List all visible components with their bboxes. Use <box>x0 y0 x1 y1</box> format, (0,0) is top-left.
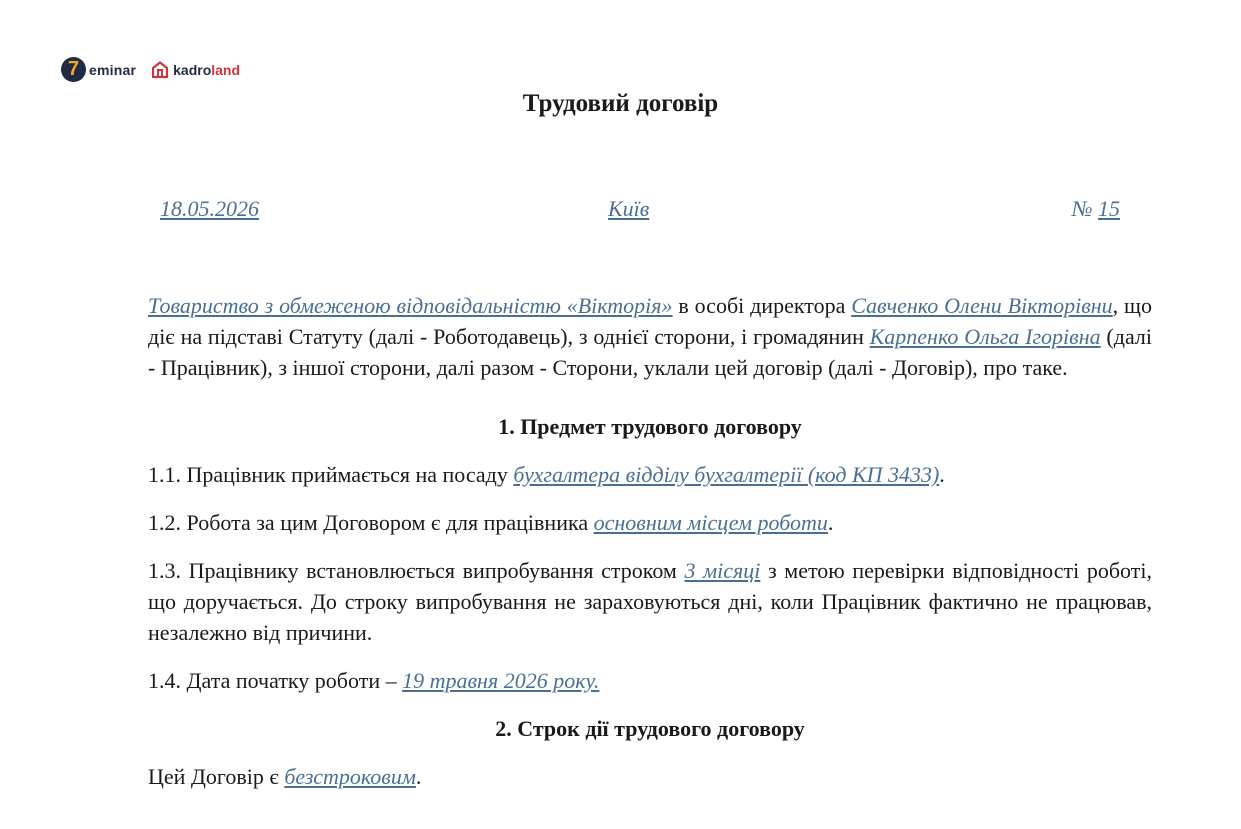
employee-name-field[interactable]: Карпенко Ольга Ігорівна <box>869 324 1101 349</box>
document-body <box>148 290 1152 809</box>
employer-name-field[interactable]: Товариство з обмеженою відповідальністю «Вікторія» <box>148 293 673 318</box>
clause-1-1 <box>148 459 1152 490</box>
land-text: land <box>211 61 241 78</box>
number-prefix: № <box>1071 196 1098 221</box>
clause-1-4 <box>148 665 1152 696</box>
kadroland-logo-text <box>173 62 240 78</box>
clause-1-1-text: 1.1. Працівник приймається на посаду <box>148 462 514 487</box>
seven-badge-icon: 7 <box>61 57 86 82</box>
clause-1-3-text: 1.3. Працівнику встановлюється випробування строком <box>148 558 685 583</box>
intro-text-2: , що діє на підставі Статуту (далі - Роботодавець), з однієї сторони, і громадянин <box>148 293 1152 349</box>
probation-period-field[interactable]: 3 місяці <box>684 558 761 583</box>
clause-1-1-end: . <box>939 462 945 487</box>
contract-term-field[interactable]: безстроковим <box>284 764 416 789</box>
seminar-logo-text: eminar <box>89 61 137 78</box>
position-field[interactable]: бухгалтера відділу бухгалтерії (код КП 3433) <box>513 462 940 487</box>
kadro-text: kadro <box>173 61 212 78</box>
contract-number <box>1072 196 1120 222</box>
section-1-heading: 1. Предмет трудового договору <box>498 414 802 439</box>
clause-1-2-text: 1.2. Робота за цим Договором є для працівника <box>148 510 594 535</box>
header-logos <box>61 57 240 82</box>
start-date-field[interactable]: 19 травня 2026 року. <box>402 668 600 693</box>
document-title: Трудовий договір <box>522 90 719 117</box>
contract-number-field[interactable]: 15 <box>1098 196 1120 221</box>
kadroland-logo[interactable] <box>150 60 240 80</box>
clause-1-2 <box>148 507 1152 538</box>
clause-1-3-rest: з метою перевірки відповідності роботі, що доручається. До строку випробування не зараховуються дні, коли Працівник фактично не працював, незалежно від причини. <box>148 558 1152 645</box>
seminar-logo[interactable] <box>61 57 136 82</box>
intro-paragraph <box>148 290 1152 383</box>
clause-1-4-text: 1.4. Дата початку роботи – <box>148 668 403 693</box>
clause-1-2-end: . <box>827 510 834 535</box>
document-meta-row <box>160 196 1120 226</box>
workplace-type-field[interactable]: основним місцем роботи <box>593 510 828 535</box>
clause-1-3 <box>148 555 1152 648</box>
intro-text-3: (далі - Працівник), з іншої сторони, далі разом - Сторони, уклали цей договір (далі - Договір), про таке. <box>148 324 1152 380</box>
contract-city-field[interactable]: Київ <box>608 196 650 221</box>
intro-text-1: в особі директора <box>672 293 852 318</box>
kadroland-house-icon <box>150 60 170 80</box>
contract-date-field[interactable]: 18.05.2026 <box>160 196 259 221</box>
clause-2-1-end: . <box>415 764 422 789</box>
clause-2-1 <box>148 761 1152 792</box>
director-name-field[interactable]: Савченко Олени Вікторівни <box>851 293 1113 318</box>
section-2-heading: 2. Строк дії трудового договору <box>495 716 805 741</box>
clause-2-1-text: Цей Договір є <box>148 764 285 789</box>
